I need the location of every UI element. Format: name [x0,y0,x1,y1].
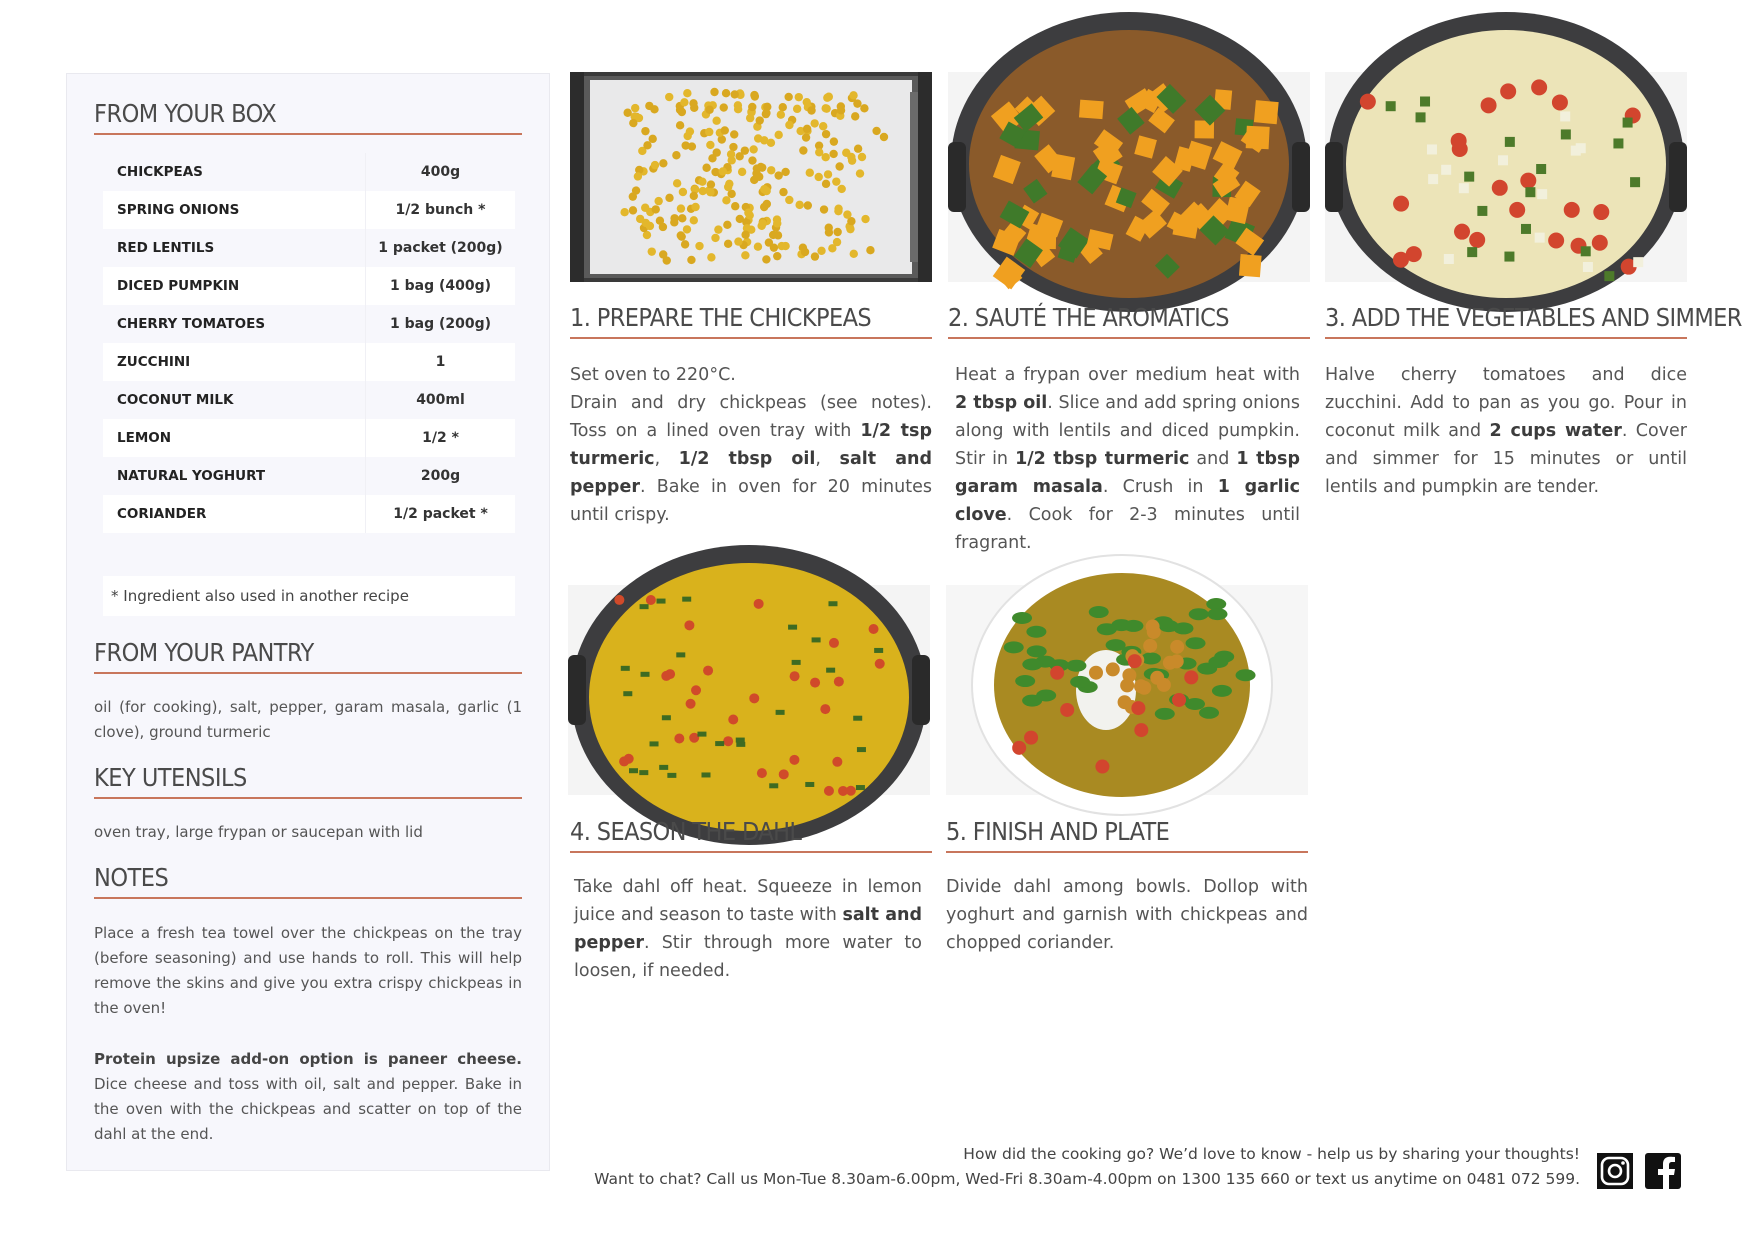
step-bold-text: 2 tbsp oil [955,393,1048,413]
ingredient-name: CORIANDER [117,506,207,522]
ingredient-row [103,457,515,495]
step-5-title: 5. FINISH AND PLATE [946,818,1308,853]
step-3-body [1325,361,1687,501]
step-bold-text: 1 garlic clove [955,477,1300,525]
step-2-body [955,361,1300,557]
ingredient-qty: 1 bag (200g) [365,305,515,343]
step-text: Divide dahl among bowls. Dollop with yoghurt and garnish with chickpeas and chopped coriander. [946,877,1308,953]
ingredient-row [103,305,515,343]
step-bold-text: 1/2 tbsp turmeric [1015,449,1190,469]
feedback-prompt: How did the cooking go? We’d love to know - help us by sharing your thoughts! [963,1145,1580,1163]
ingredient-name: COCONUT MILK [117,392,234,408]
step-text: Heat a frypan over medium heat with [955,365,1300,385]
step-bold-text: 2 cups water [1489,421,1622,441]
chickpeas-on-tray-photo [570,72,932,282]
ingredient-row [103,495,515,533]
step-bold-text: salt and pepper [574,905,922,953]
step-bold-text: salt and pepper [570,449,932,497]
step-bold-text: 1/2 tbsp oil [678,449,816,469]
step-text: Set oven to 220°C. [570,365,736,385]
protein-upsize-note [94,1047,522,1147]
notes-text: Place a fresh tea towel over the chickpeas on the tray (before seasoning) and use hands to roll. This will help remove the skins and give you extra crispy chickpeas in the oven! [94,924,522,1017]
step-text: and [1189,449,1237,469]
ingredient-name: DICED PUMPKIN [117,278,240,294]
pantry-text: oil (for cooking), salt, pepper, garam masala, garlic (1 clove), ground turmeric [94,698,522,741]
ingredient-qty: 1/2 bunch * [365,191,515,229]
ingredient-row [103,267,515,305]
ingredient-name: RED LENTILS [117,240,215,256]
ingredient-qty: 200g [365,457,515,495]
ingredient-name: CHICKPEAS [117,164,203,180]
step-text: . Stir through more water to loosen, if needed. [574,933,922,981]
ingredient-row [103,229,515,267]
step-text: . Cover and simmer for 15 minutes or until lentils and pumpkin are tender. [1325,421,1687,497]
step-text: , [815,449,840,469]
step-4-body [574,873,922,985]
step-3-title: 3. ADD THE VEGETABLES AND SIMMER [1325,304,1687,339]
ingredient-qty: 1 [365,343,515,381]
ingredient-qty: 1 bag (400g) [365,267,515,305]
ingredient-name: SPRING ONIONS [117,202,240,218]
utensils-text: oven tray, large frypan or saucepan with lid [94,823,423,841]
ingredient-qty: 400ml [365,381,515,419]
from-your-box-heading: FROM YOUR BOX [94,100,522,135]
instagram-icon[interactable] [1597,1153,1633,1189]
ingredient-qty: 400g [365,153,515,191]
shared-ingredient-footnote: * Ingredient also used in another recipe [103,576,515,616]
step-text: Halve cherry tomatoes and dice zucchini. Add to pan as you go. Pour in coconut milk and [1325,365,1687,441]
dahl-bowl-photo [946,585,1308,795]
dahl-pan-photo [568,585,930,795]
protein-upsize-bold: Protein upsize add-on option is paneer cheese. [94,1050,522,1068]
step-text: . Bake in oven for 20 minutes until crispy. [570,477,932,525]
step-bold-text: 1 tbsp garam masala [955,449,1300,497]
step-text: . Crush in [1102,477,1218,497]
ingredients-table [103,153,515,533]
step-5-body [946,873,1308,957]
protein-upsize-rest: Dice cheese and toss with oil, salt and pepper. Bake in the oven with the chickpeas and scatter on top of the dahl at the end. [94,1075,522,1143]
pumpkin-lentils-pan-photo [948,72,1310,282]
ingredient-row [103,153,515,191]
ingredient-name: CHERRY TOMATOES [117,316,266,332]
step-text: , [654,449,679,469]
ingredient-row [103,419,515,457]
ingredient-row [103,381,515,419]
from-your-pantry-heading: FROM YOUR PANTRY [94,639,522,674]
ingredient-name: ZUCCHINI [117,354,191,370]
ingredient-qty: 1 packet (200g) [365,229,515,267]
contact-line: Want to chat? Call us Mon-Tue 8.30am-6.00pm, Wed-Fri 8.30am-4.00pm on 1300 135 660 or text us anytime on 0481 072 599. [594,1170,1580,1188]
step-4-title: 4. SEASON THE DAHL [570,818,932,853]
key-utensils-heading: KEY UTENSILS [94,764,522,799]
step-text: Drain and dry chickpeas (see notes). Toss on a lined oven tray with [570,393,932,441]
step-text: . Slice and add spring onions along with lentils and diced pumpkin. Stir in [955,393,1300,469]
ingredient-name: NATURAL YOGHURT [117,468,266,484]
step-text: Take dahl off heat. Squeeze in lemon juice and season to taste with [574,877,922,925]
ingredient-qty: 1/2 packet * [365,495,515,533]
ingredients-sidebar [66,73,550,1171]
step-text: . Cook for 2-3 minutes until fragrant. [955,505,1300,553]
coconut-simmer-pan-photo [1325,72,1687,282]
step-bold-text: 1/2 tsp turmeric [570,421,932,469]
step-1-title: 1. PREPARE THE CHICKPEAS [570,304,932,339]
step-1-body [570,361,932,529]
ingredient-row [103,343,515,381]
ingredient-qty: 1/2 * [365,419,515,457]
ingredient-name: LEMON [117,430,172,446]
facebook-icon[interactable] [1645,1153,1681,1189]
notes-heading: NOTES [94,864,522,899]
ingredient-row [103,191,515,229]
step-2-title: 2. SAUTÉ THE AROMATICS [948,304,1310,339]
